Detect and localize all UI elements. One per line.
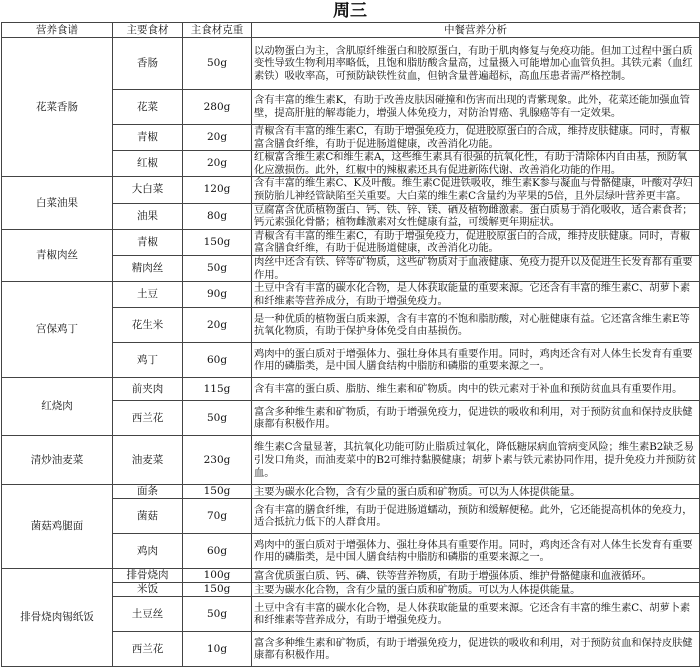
ingredient-cell: 菌菇 — [113, 499, 183, 534]
header-recipe: 营养食谱 — [2, 23, 113, 38]
weight-cell: 100g — [183, 569, 252, 583]
table-row — [2, 436, 700, 485]
dish-name: 红烧肉 — [2, 378, 113, 436]
ingredient-cell: 花菜 — [113, 90, 183, 125]
page-title: 周三 — [333, 1, 367, 21]
dish-name: 菌菇鸡腿面 — [2, 485, 113, 569]
analysis-cell: 红椒富含维生素C和维生素A，这些维生素具有很强的抗氧化性，有助于清除体内自由基，预防氧化应激损伤。此外，红椒中的辣椒素还具有促进新陈代谢、改善消化功能的作用。 — [252, 151, 700, 177]
analysis-cell: 含有丰富的维生素C、K及叶酸。维生素C促进铁吸收，维生素K参与凝血与骨骼健康，叶酸对孕妇预防胎儿神经管缺陷至关重要。大白菜的维生素C含量约为苹果的5倍，且外层绿叶营养更丰富。 — [252, 177, 700, 203]
analysis-cell: 肉丝中还含有铁、锌等矿物质，这些矿物质对于血液健康、免疫力提升以及促进生长发育都有重要作用。 — [252, 255, 700, 281]
analysis-cell: 富含多种维生素和矿物质，有助于增强免疫力，促进铁的吸收和利用，对于预防贫血和保持皮肤健康都有积极作用。 — [252, 401, 700, 436]
analysis-cell: 维生素C含量显著，其抗氧化功能可防止脂质过氧化，降低糖尿病血管病变风险；维生素B2缺乏易引发口角炎，而油麦菜中的B2可维持黏膜健康；胡萝卜素与铁元素协同作用，提升免疫力并预防贫血。 — [252, 436, 700, 485]
ingredient-cell: 鸡丁 — [113, 343, 183, 378]
analysis-cell: 鸡肉中的蛋白质对于增强体力、强壮身体具有重要作用。同时，鸡肉还含有对人体生长发育有重要作用的磷脂类，是中国人膳食结构中脂肪和磷脂的重要来源之一。 — [252, 343, 700, 378]
ingredient-cell: 青椒 — [113, 229, 183, 255]
ingredient-cell: 前夹肉 — [113, 378, 183, 401]
analysis-cell: 含有丰富的维生素K，有助于改善皮肤因碰撞和伤害而出现的青紫现象。此外，花菜还能加强血管壁，提高肝脏的解毒能力，增强人体免疫力，对防治胃癌、乳腺癌等有一定效果。 — [252, 90, 700, 125]
ingredient-cell: 土豆 — [113, 282, 183, 308]
dish-name: 花菜香肠 — [2, 38, 113, 177]
analysis-cell: 鸡肉中的蛋白质对于增强体力、强壮身体具有重要作用。同时，鸡肉还含有对人体生长发育有重要作用的磷脂类，是中国人膳食结构中脂肪和磷脂的重要来源之一。 — [252, 534, 700, 569]
weight-cell: 50g — [183, 38, 252, 90]
weight-cell: 50g — [183, 597, 252, 632]
weight-cell: 20g — [183, 308, 252, 343]
ingredient-cell: 油麦菜 — [113, 436, 183, 485]
weight-cell: 20g — [183, 125, 252, 151]
dish-name: 青椒肉丝 — [2, 229, 113, 281]
table-row — [2, 485, 700, 499]
ingredient-cell: 花生米 — [113, 308, 183, 343]
header-weight: 主食材克重 — [183, 23, 252, 38]
ingredient-cell: 西兰花 — [113, 632, 183, 667]
analysis-cell: 含有丰富的蛋白质、脂肪、维生素和矿物质。肉中的铁元素对于补血和预防贫血具有重要作用。 — [252, 378, 700, 401]
weight-cell: 115g — [183, 378, 252, 401]
ingredient-cell: 面条 — [113, 485, 183, 499]
nutrition-table — [1, 22, 700, 667]
table-row — [2, 569, 700, 583]
analysis-cell: 富含多种维生素和矿物质，有助于增强免疫力，促进铁的吸收和利用，对于预防贫血和保持皮肤健康都有积极作用。 — [252, 632, 700, 667]
weight-cell: 20g — [183, 151, 252, 177]
dish-name: 清炒油麦菜 — [2, 436, 113, 485]
analysis-cell: 土豆中含有丰富的碳水化合物，是人体获取能量的重要来源。它还含有丰富的维生素C、胡萝卜素和纤维素等营养成分，有助于增强免疫力。 — [252, 597, 700, 632]
dish-name: 排骨烧肉锡纸饭 — [2, 569, 113, 667]
header-row — [2, 23, 700, 38]
ingredient-cell: 香肠 — [113, 38, 183, 90]
ingredient-cell: 油果 — [113, 203, 183, 229]
analysis-cell: 豆腐富含优质植物蛋白、钙、铁、锌、镁、硒及植物雌激素。蛋白质易于消化吸收，适合素食者；钙元素强化骨骼；植物雌激素对女性健康有益，可缓解更年期症状。 — [252, 203, 700, 229]
table-row — [2, 378, 700, 401]
table-row — [2, 282, 700, 308]
ingredient-cell: 土豆丝 — [113, 597, 183, 632]
table-row — [2, 38, 700, 90]
table-row — [2, 229, 700, 255]
ingredient-cell: 米饭 — [113, 583, 183, 597]
table-body — [2, 38, 700, 667]
ingredient-cell: 青椒 — [113, 125, 183, 151]
weight-cell: 10g — [183, 632, 252, 667]
header-ingredient: 主要食材 — [113, 23, 183, 38]
weight-cell: 120g — [183, 177, 252, 203]
weight-cell: 60g — [183, 534, 252, 569]
weight-cell: 50g — [183, 255, 252, 281]
analysis-cell: 以动物蛋白为主，含肌原纤维蛋白和胶原蛋白，有助于肌肉修复与免疫功能。但加工过程中蛋白质变性导致生物利用率略低，且饱和脂肪酸含量高，过量摄入可能增加心血管负担。其铁元素（血红素铁）吸收率高，可预防缺铁性贫血，但钠含量普遍超标，高血压患者需严格控制。 — [252, 38, 700, 90]
weight-cell: 150g — [183, 485, 252, 499]
analysis-cell: 青椒含有丰富的维生素C，有助于增强免疫力，促进胶原蛋白的合成，维持皮肤健康。同时，青椒富含膳食纤维，有助于促进肠道健康，改善消化功能。 — [252, 229, 700, 255]
analysis-cell: 青椒含有丰富的维生素C，有助于增强免疫力，促进胶原蛋白的合成，维持皮肤健康。同时，青椒富含膳食纤维，有助于促进肠道健康，改善消化功能。 — [252, 125, 700, 151]
ingredient-cell: 鸡肉 — [113, 534, 183, 569]
ingredient-cell: 精肉丝 — [113, 255, 183, 281]
weight-cell: 80g — [183, 203, 252, 229]
weight-cell: 150g — [183, 229, 252, 255]
analysis-cell: 主要为碳水化合物，含有少量的蛋白质和矿物质。可以为人体提供能量。 — [252, 583, 700, 597]
analysis-cell: 是一种优质的植物蛋白质来源，含有丰富的不饱和脂肪酸，对心脏健康有益。它还富含维生素E等抗氧化物质，有助于保护身体免受自由基损伤。 — [252, 308, 700, 343]
weight-cell: 230g — [183, 436, 252, 485]
analysis-cell: 主要为碳水化合物，含有少量的蛋白质和矿物质。可以为人体提供能量。 — [252, 485, 700, 499]
header-analysis: 中餐营养分析 — [252, 23, 700, 38]
dish-name: 宫保鸡丁 — [2, 282, 113, 378]
analysis-cell: 富含优质蛋白质、钙、磷、铁等营养物质，有助于增强体质、维护骨骼健康和血液循环。 — [252, 569, 700, 583]
ingredient-cell: 红椒 — [113, 151, 183, 177]
weight-cell: 50g — [183, 401, 252, 436]
weight-cell: 70g — [183, 499, 252, 534]
weight-cell: 60g — [183, 343, 252, 378]
weight-cell: 280g — [183, 90, 252, 125]
weight-cell: 150g — [183, 583, 252, 597]
table-row — [2, 177, 700, 203]
weight-cell: 90g — [183, 282, 252, 308]
dish-name: 白菜油果 — [2, 177, 113, 229]
analysis-cell: 含有丰富的膳食纤维，有助于促进肠道蠕动，预防和缓解便秘。此外，它还能提高机体的免疫力，适合抵抗力低下的人群食用。 — [252, 499, 700, 534]
analysis-cell: 土豆中含有丰富的碳水化合物，是人体获取能量的重要来源。它还含有丰富的维生素C、胡萝卜素和纤维素等营养成分，有助于增强免疫力。 — [252, 282, 700, 308]
ingredient-cell: 西兰花 — [113, 401, 183, 436]
ingredient-cell: 排骨烧肉 — [113, 569, 183, 583]
ingredient-cell: 大白菜 — [113, 177, 183, 203]
